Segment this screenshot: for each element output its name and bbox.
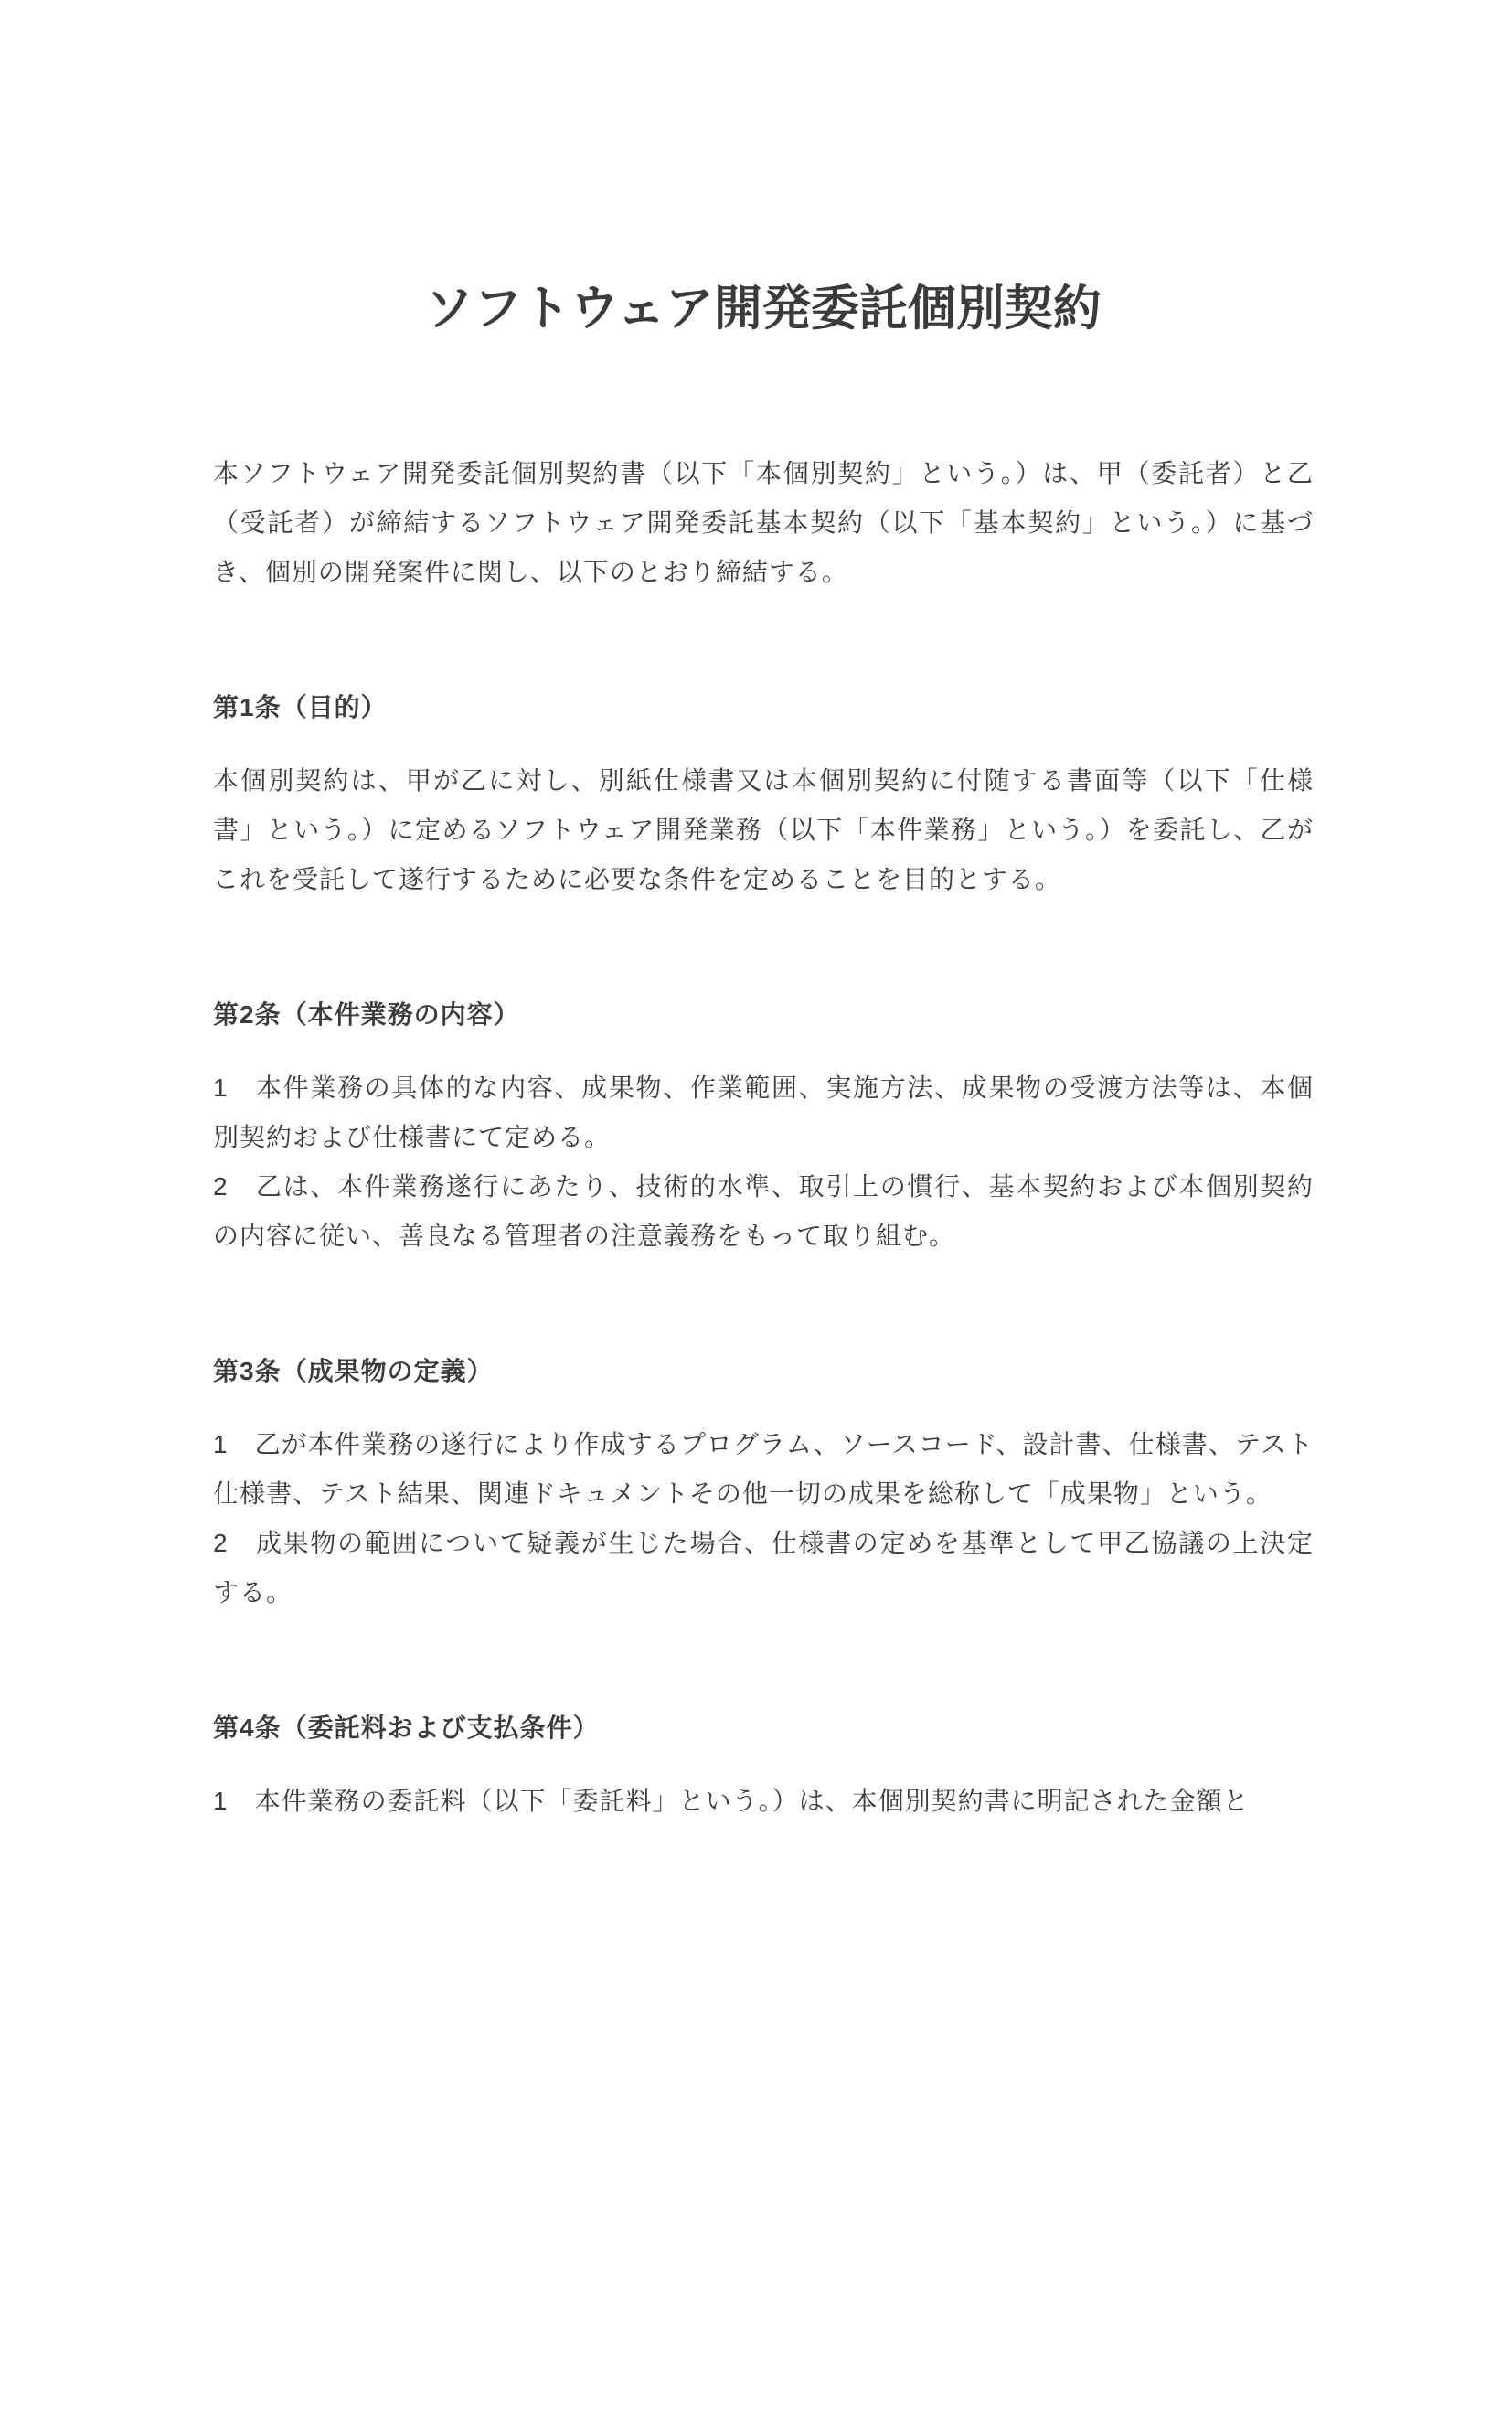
article-3-item-1: 1 乙が本件業務の遂行により作成するプログラム、ソースコード、設計書、仕様書、テスト仕様書、テスト結果、関連ドキュメントその他一切の成果を総称して「成果物」という。 bbox=[213, 1430, 1314, 1508]
document-title: ソフトウェア開発委託個別契約 bbox=[425, 282, 1102, 336]
article-4-heading: 第4条（委託料および支払条件） bbox=[213, 1714, 600, 1742]
article-2-heading: 第2条（本件業務の内容） bbox=[213, 1000, 520, 1029]
article-2 bbox=[213, 990, 1314, 1261]
intro-paragraph: 本ソフトウェア開発委託個別契約書（以下「本個別契約」という。）は、甲（委託者）と乙（受託者）が締結するソフトウェア開発委託基本契約（以下「基本契約」という。）に基づき、個別の開発案件に関し、以下のとおり締結する。 bbox=[213, 459, 1314, 586]
contract-document-page bbox=[213, 282, 1314, 1826]
article-2-item-1: 1 本件業務の具体的な内容、成果物、作業範囲、実施方法、成果物の受渡方法等は、本個別契約および仕様書にて定める。 bbox=[213, 1073, 1314, 1151]
article-1-paragraph-1: 本個別契約は、甲が乙に対し、別紙仕様書又は本個別契約に付随する書面等（以下「仕様書」という。）に定めるソフトウェア開発業務（以下「本件業務」という。）を委託し、乙がこれを受託して遂行するために必要な条件を定めることを目的とする。 bbox=[213, 766, 1314, 893]
article-3 bbox=[213, 1347, 1314, 1618]
article-1-heading: 第1条（目的） bbox=[213, 693, 388, 721]
article-3-item-2: 2 成果物の範囲について疑義が生じた場合、仕様書の定めを基準として甲乙協議の上決定する。 bbox=[213, 1529, 1314, 1607]
article-1 bbox=[213, 683, 1314, 904]
article-4 bbox=[213, 1703, 1314, 1826]
article-3-heading: 第3条（成果物の定義） bbox=[213, 1357, 494, 1385]
article-2-item-2: 2 乙は、本件業務遂行にあたり、技術的水準、取引上の慣行、基本契約および本個別契約の内容に従い、善良なる管理者の注意義務をもって取り組む。 bbox=[213, 1172, 1314, 1250]
article-4-item-1: 1 本件業務の委託料（以下「委託料」という。）は、本個別契約書に明記された金額と bbox=[213, 1787, 1250, 1815]
